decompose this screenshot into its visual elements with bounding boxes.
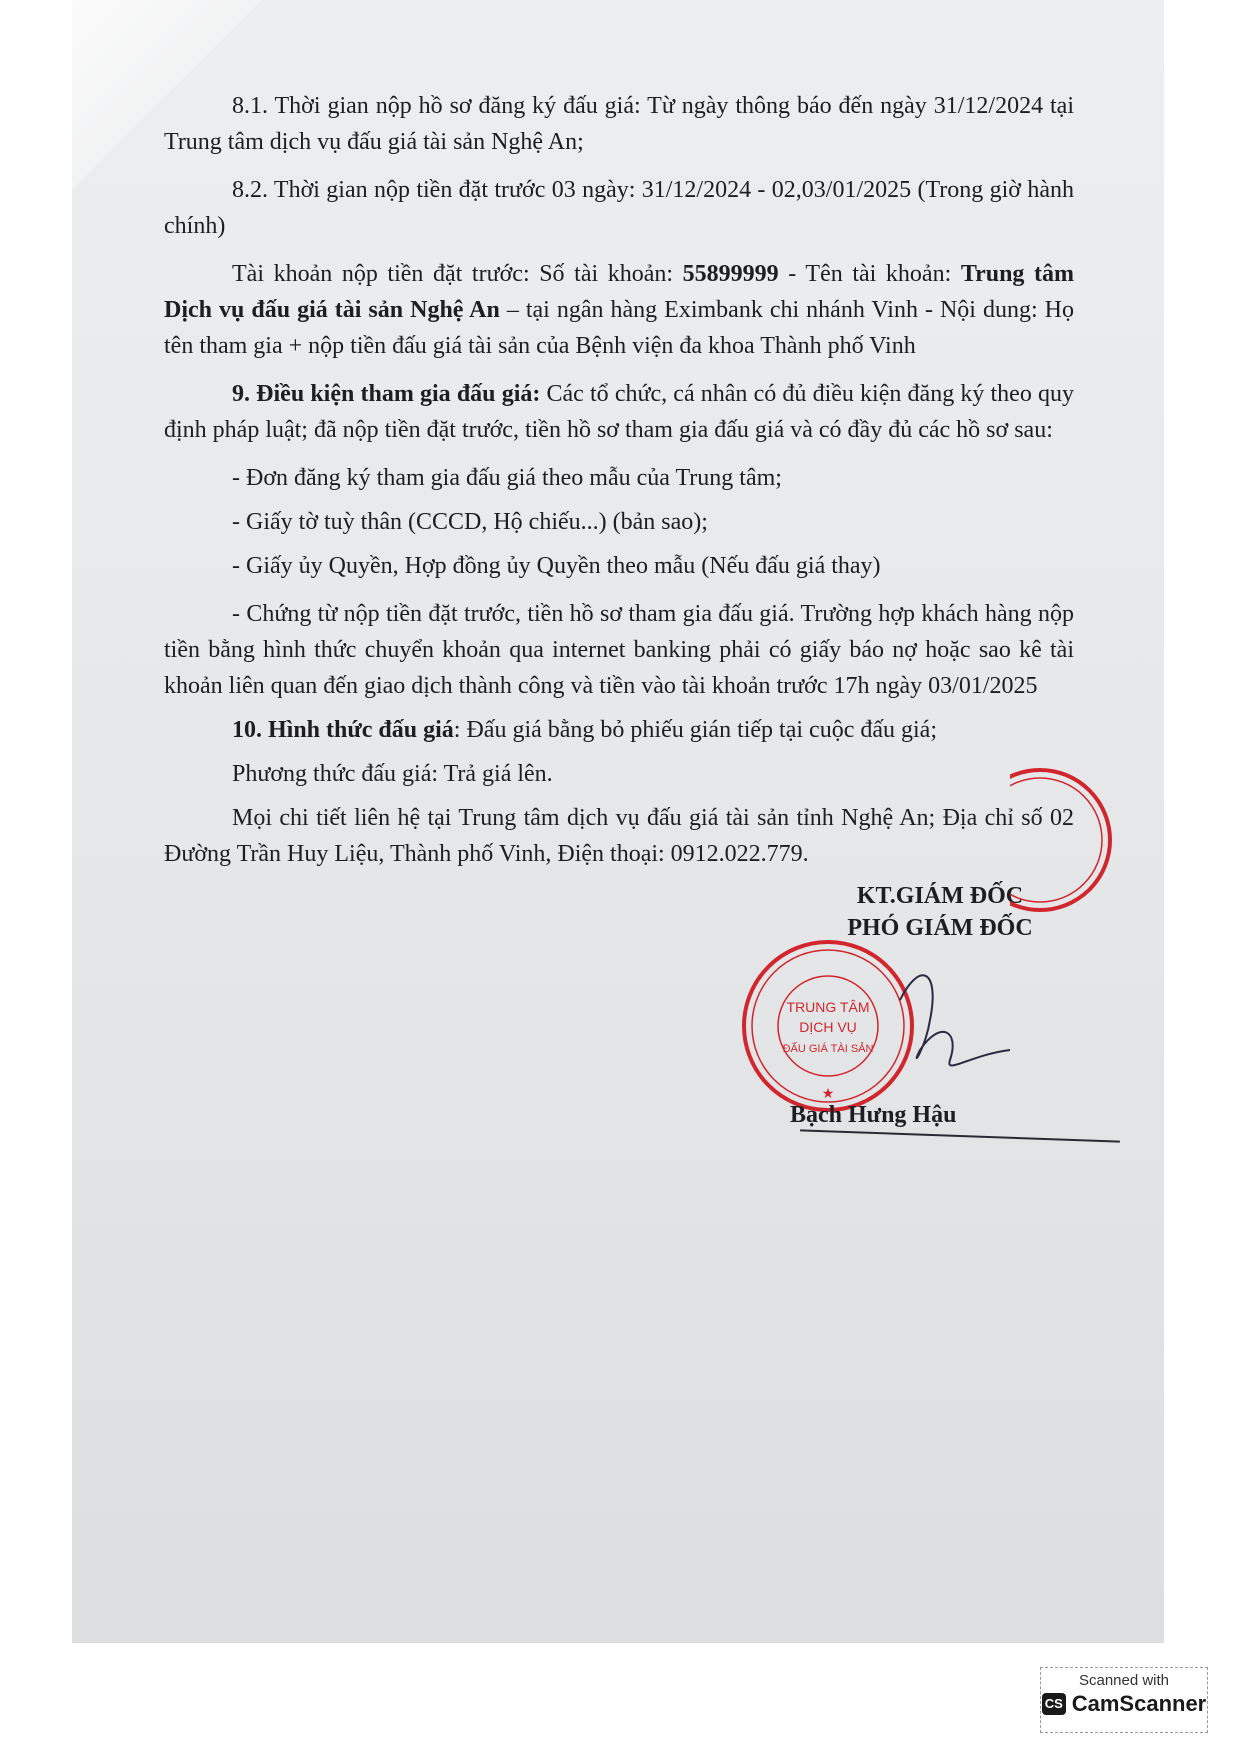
- section-9-heading: 9. Điều kiện tham gia đấu giá:: [232, 381, 541, 407]
- section-10-heading: 10. Hình thức đấu giá: [232, 717, 454, 743]
- seal-star-icon: ★: [821, 1087, 835, 1102]
- account-rest: – tại ngân hàng Eximbank chi nhánh Vinh - Nội dung: Họ tên tham gia + nộp tiền đấu giá tài sản của Bệnh viện đa khoa Thành phố Vinh: [164, 297, 1074, 359]
- bullet-item: - Chứng từ nộp tiền đặt trước, tiền hồ sơ tham gia đấu giá. Trường hợp khách hàng nộp tiền bằng hình thức chuyển khoản qua internet banking phải có giấy báo nợ hoặc sao kê tài khoản liên quan đến giao dịch thành công và tiền vào tài khoản trước 17h ngày 03/01/2025: [164, 601, 1074, 699]
- seal-line-1: TRUNG TÂM: [786, 999, 870, 1015]
- contact-info: Mọi chi tiết liên hệ tại Trung tâm dịch vụ đấu giá tài sản tỉnh Nghệ An; Địa chỉ số 02 Đường Trần Huy Liệu, Thành phố Vinh, Điện thoại: 0912.022.779.: [164, 805, 1074, 867]
- bullet-item: - Đơn đăng ký tham gia đấu giá theo mẫu của Trung tâm;: [232, 465, 782, 491]
- badge-brand: [1041, 1691, 1207, 1717]
- badge-caption: Scanned with: [1078, 1672, 1170, 1689]
- account-number: 55899999: [682, 261, 779, 287]
- camscanner-badge: [1040, 1667, 1208, 1733]
- badge-brand-name: CamScanner: [1071, 1691, 1207, 1716]
- account-name: Trung tâm Dịch vụ đấu giá tài sản Nghệ An: [164, 261, 1075, 323]
- section-9: [164, 376, 1074, 448]
- partial-seal: [1010, 740, 1120, 940]
- paragraph-8-1: 8.1. Thời gian nộp hồ sơ đăng ký đấu giá: Từ ngày thông báo đến ngày 31/12/2024 tại Trung tâm dịch vụ đấu giá tài sản Nghệ An;: [164, 93, 1074, 155]
- account-intro: Tài khoản nộp tiền đặt trước: Số tài khoản:: [232, 261, 683, 287]
- account-name-label: - Tên tài khoản:: [778, 261, 961, 287]
- paragraph-account: [164, 256, 1074, 364]
- section-10: [164, 712, 1074, 748]
- seal-line-2: DỊCH VỤ: [799, 1019, 857, 1035]
- bullet-item: - Giấy ủy Quyền, Hợp đồng ủy Quyền theo mẫu (Nếu đấu giá thay): [232, 553, 881, 579]
- section-10-text: : Đấu giá bằng bỏ phiếu gián tiếp tại cuộc đấu giá;: [453, 717, 937, 743]
- signer-name: Bạch Hưng Hậu: [790, 1102, 957, 1128]
- section-9-text: Các tổ chức, cá nhân có đủ điều kiện đăng ký theo quy định pháp luật; đã nộp tiền đặt trước, tiền hồ sơ tham gia đấu giá và có đầy đủ các hồ sơ sau:: [164, 381, 1075, 443]
- camscanner-logo-icon: CS: [1042, 1693, 1066, 1715]
- seal-line-3: ĐẤU GIÁ TÀI SẢN: [782, 1043, 874, 1055]
- bullet-item: - Giấy tờ tuỳ thân (CCCD, Hộ chiếu...) (bản sao);: [232, 509, 708, 535]
- handwritten-signature: [880, 960, 1020, 1090]
- auction-method: Phương thức đấu giá: Trả giá lên.: [232, 761, 553, 787]
- signature-subtitle: PHÓ GIÁM ĐỐC: [847, 915, 1033, 941]
- document-body: [164, 88, 1074, 872]
- paragraph-8-2: 8.2. Thời gian nộp tiền đặt trước 03 ngày: 31/12/2024 - 02,03/01/2025 (Trong giờ hành chính): [164, 177, 1074, 239]
- signature-title: KT.GIÁM ĐỐC: [856, 883, 1024, 909]
